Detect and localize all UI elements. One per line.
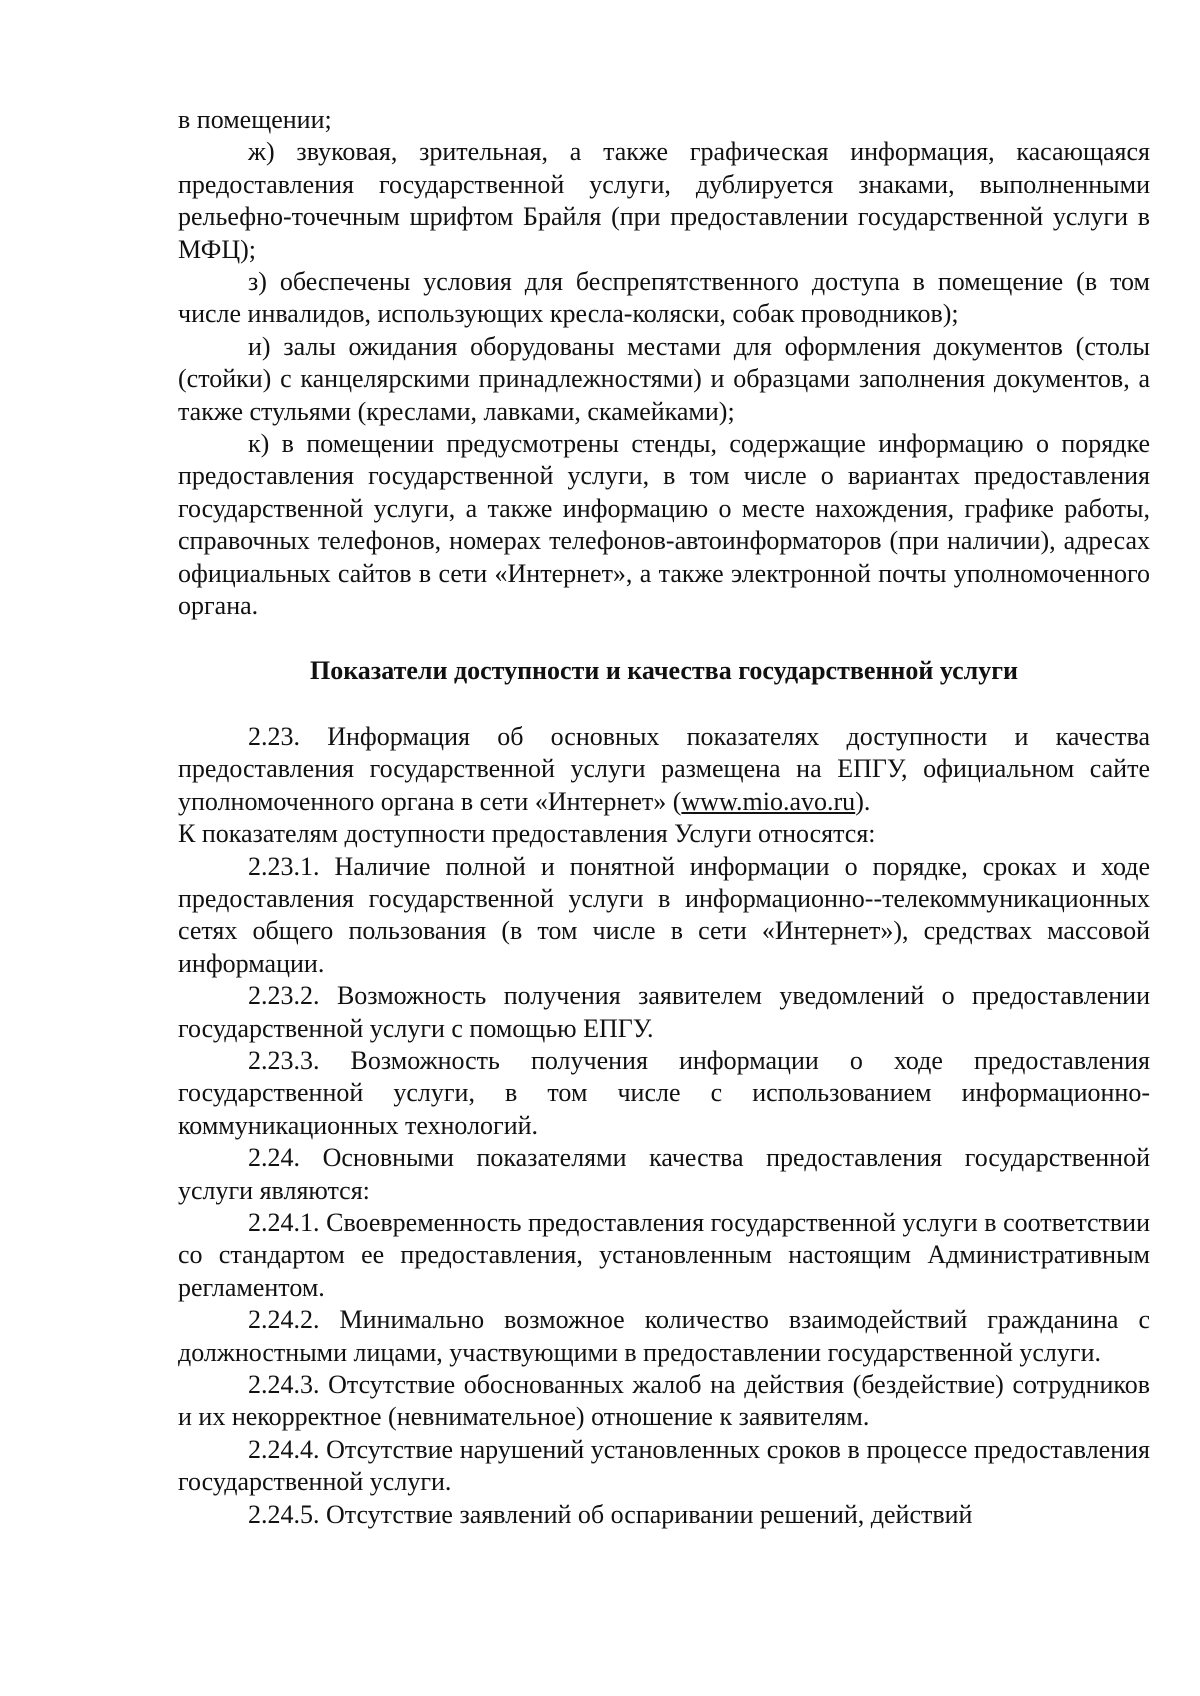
paragraph-2-24-5: 2.24.5. Отсутствие заявлений об оспаривании решений, действий (248, 1499, 973, 1529)
website-link[interactable]: www.mio.avo.ru (681, 786, 856, 816)
section-heading: Показатели доступности и качества государственной услуги (309, 655, 1019, 685)
paragraph-2-24-2: 2.24.2. Минимально возможное количество взаимодействий гражданина с должностными лицами, участвующими в предоставлении государственной услуги. (178, 1305, 1150, 1367)
paragraph-item-z: з) обеспечены условия для беспрепятственного доступа в помещение (в том числе инвалидов, использующих кресла-коляски, собак проводников); (178, 267, 1150, 329)
paragraph-2-24: 2.24. Основными показателями качества предоставления государственной услуги являются: (178, 1143, 1150, 1205)
paragraph-2-24-1: 2.24.1. Своевременность предоставления государственной услуги в соответствии со стандартом ее предоставления, установленным настоящим Административным регламентом. (178, 1208, 1150, 1302)
paragraph-2-23-2: 2.23.2. Возможность получения заявителем уведомлений о предоставлении государственной услуги с помощью ЕПГУ. (178, 981, 1150, 1043)
paragraph-2-23-text: 2.23. Информация об основных показателях доступности и качества предоставления государственной услуги размещена на ЕПГУ, официальном сайте уполномоченного органа в сети «Интернет» ( (178, 721, 1150, 816)
paragraph-2-23 (178, 721, 1150, 818)
paragraph-2-24-4: 2.24.4. Отсутствие нарушений установленных сроков в процессе предоставления государственной услуги. (178, 1434, 1150, 1497)
paragraph-2-23-3: 2.23.3. Возможность получения информации о ходе предоставления государственной услуги, в том числе с использованием информационно-коммуникационных технологий. (178, 1045, 1150, 1140)
document-body (178, 104, 1150, 1531)
paragraph-2-24-3: 2.24.3. Отсутствие обоснованных жалоб на действия (бездействие) сотрудников и их некорректное (невнимательное) отношение к заявителям. (178, 1370, 1150, 1432)
paragraph-item-i: и) залы ожидания оборудованы местами для оформления документов (столы (стойки) с канцелярскими принадлежностями) и образцами заполнения документов, а также стульями (креслами, лавками, скамейками); (178, 331, 1150, 426)
paragraph-2-23-close: ). (855, 786, 871, 816)
paragraph-item-k: к) в помещении предусмотрены стенды, содержащие информацию о порядке предоставления государственной услуги, в том числе о вариантах предоставления государственной услуги, а также информацию о месте нахождения, графике работы, справочных телефонов, номерах телефонов-автоинформаторов (при наличии), адресах официальных сайтов в сети «Интернет», а также электронной почты уполномоченного органа. (178, 429, 1150, 621)
paragraph-2-23-continuation: К показателям доступности предоставления Услуги относятся: (178, 819, 876, 849)
paragraph-item-zh: ж) звуковая, зрительная, а также графическая информация, касающаяся предоставления государственной услуги, дублируется знаками, выполненными рельефно-точечным шрифтом Брайля (при предоставлении государственной услуги в МФЦ); (178, 137, 1150, 264)
paragraph-continuation: в помещении; (178, 105, 332, 134)
paragraph-2-23-1: 2.23.1. Наличие полной и понятной информации о порядке, сроках и ходе предоставления государственной услуги в информационно--телекоммуникационных сетях общего пользования (в том числе в сети «Интернет»), средствах массовой информации. (178, 851, 1150, 978)
